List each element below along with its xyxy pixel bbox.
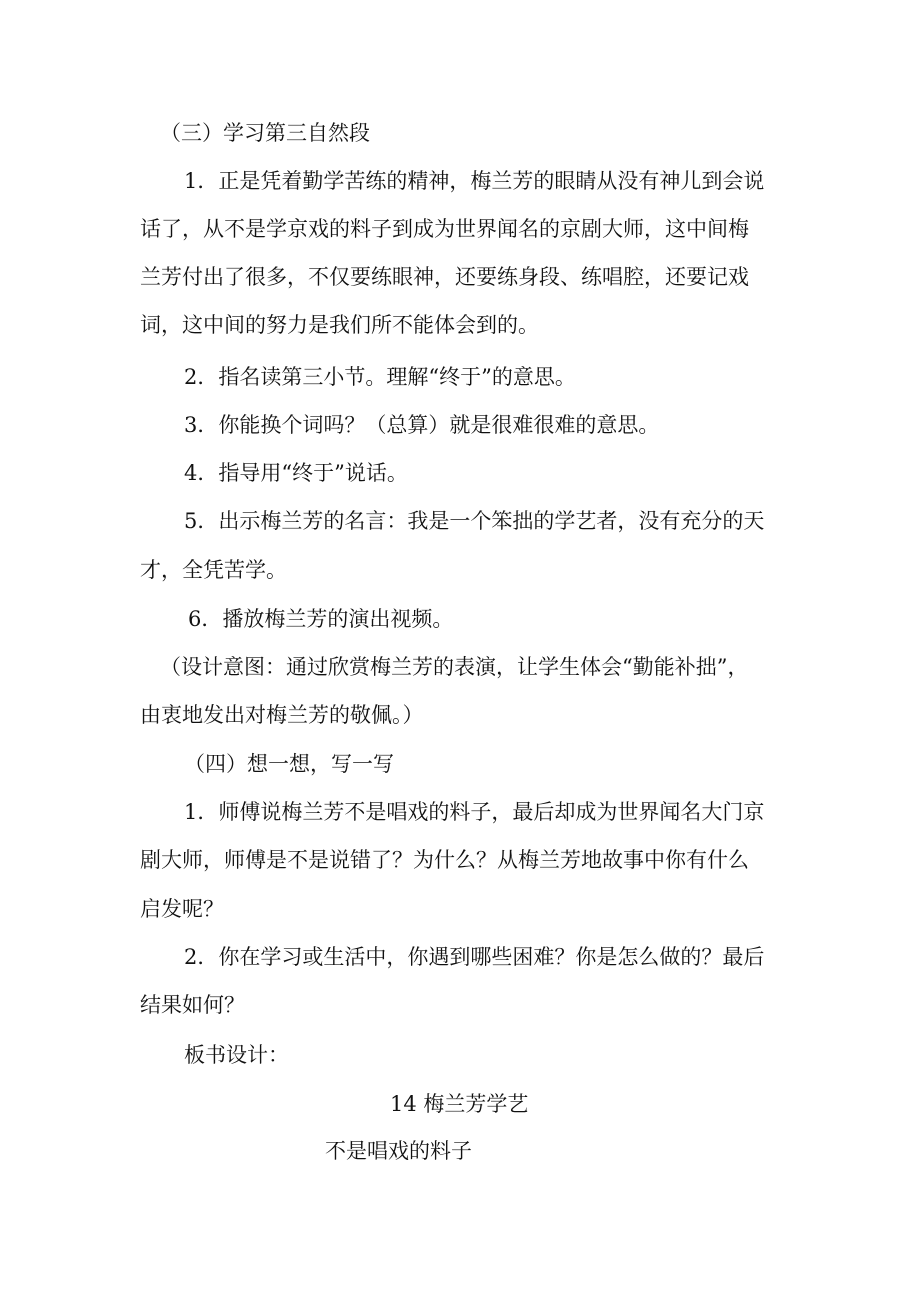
paragraph-line: 1．师傅说梅兰芳不是唱戏的料子，最后却成为世界闻名大门京 [184, 800, 765, 824]
paragraph-line: 词，这中间的努力是我们所不能体会到的。 [140, 313, 539, 337]
paragraph-line: 剧大师，师傅是不是说错了？为什么？从梅兰芳地故事中你有什么 [140, 848, 749, 872]
paragraph-line: （设计意图：通过欣赏梅兰芳的表演，让学生体会“勤能补拙”， [160, 655, 749, 679]
section3-paragraph-2: 2．指名读第三小节。理解“终于”的意思。 [184, 365, 576, 389]
paragraph-line: 2．你在学习或生活中，你遇到哪些困难？你是怎么做的？最后 [184, 945, 765, 969]
section4-heading: （四）想一想，写一写 [184, 752, 394, 776]
section3-paragraph-4: 4．指导用“终于”说话。 [184, 461, 408, 485]
board-title: 14 梅兰芳学艺 [390, 1092, 529, 1116]
paragraph-line: 话了，从不是学京戏的料子到成为世界闻名的京剧大师，这中间梅 [140, 217, 749, 241]
paragraph-line: 结果如何？ [140, 993, 245, 1017]
section3-paragraph-6: 6．播放梅兰芳的演出视频。 [188, 607, 454, 631]
paragraph-line: 才，全凭苦学。 [140, 558, 287, 582]
section3-paragraph-3: 3．你能换个词吗？（总算）就是很难很难的意思。 [184, 413, 660, 437]
paragraph-line: 5．出示梅兰芳的名言：我是一个笨拙的学艺者，没有充分的天 [184, 509, 765, 533]
board-design-label: 板书设计： [184, 1043, 289, 1067]
paragraph-line: 1．正是凭着勤学苦练的精神，梅兰芳的眼睛从没有神儿到会说 [184, 169, 765, 193]
paragraph-line: 兰芳付出了很多，不仅要练眼神，还要练身段、练唱腔，还要记戏 [140, 265, 749, 289]
paragraph-line: 启发呢？ [140, 897, 224, 921]
board-item: 不是唱戏的料子 [325, 1139, 472, 1163]
paragraph-line: 由衷地发出对梅兰芳的敬佩。） [140, 703, 424, 727]
section3-heading: （三）学习第三自然段 [160, 121, 370, 145]
